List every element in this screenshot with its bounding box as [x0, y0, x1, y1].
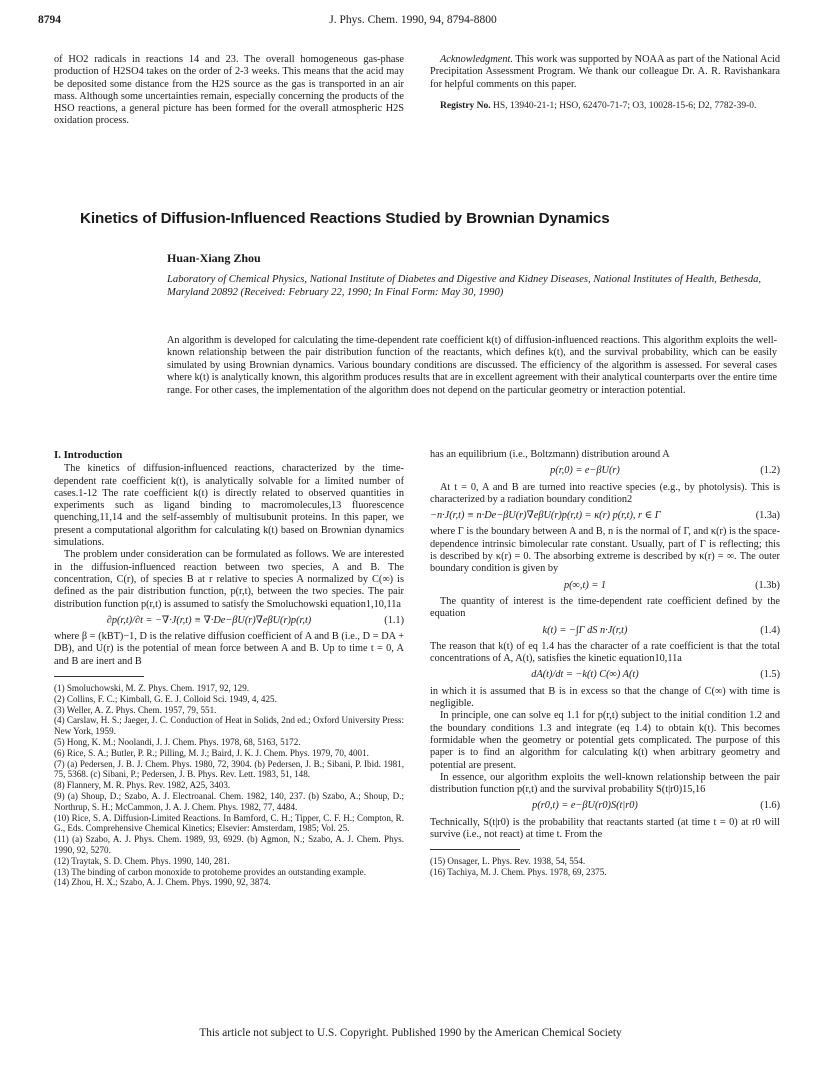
equation-body: p(r,0) = e−βU(r) — [550, 465, 620, 477]
equation-1-2 — [430, 465, 780, 477]
reference-item: (11) (a) Szabo, A. J. Phys. Chem. 1989, 93, 6929. (b) Agmon, N.; Szabo, A. J. Chem. Phys. 1990, 92, 5270. — [54, 834, 404, 855]
left-column — [54, 449, 404, 888]
section-heading-introduction: I. Introduction — [54, 449, 123, 461]
equation-number: (1.3b) — [755, 579, 780, 591]
reference-item: (9) (a) Shoup, D.; Szabo, A. J. Electroanal. Chem. 1982, 140, 237. (b) Szabo, A.; Shoup, D.; Northrup, S. H.; McCammon, J. A. J. Chem. Phys. 1982, 77, 4484. — [54, 791, 404, 812]
reference-item: (3) Weller, A. Z. Phys. Chem. 1957, 79, 551. — [54, 704, 217, 715]
equation-number: (1.4) — [760, 624, 780, 636]
reference-item: (4) Carslaw, H. S.; Jaeger, J. C. Conduction of Heat in Solids, 2nd ed.; Oxford University Press: New York, 1959. — [54, 715, 404, 737]
paragraph: where β = (kBT)−1, D is the relative diffusion coefficient of A and B (i.e., D = DA + DB), and U(r) is the potential of mean force between A and B. Up to time t = 0, A and B are inert and B — [54, 631, 404, 667]
paragraph: has an equilibrium (i.e., Boltzmann) distribution around A — [430, 449, 670, 460]
reference-list — [54, 683, 404, 888]
article-title: Kinetics of Diffusion-Influenced Reactions Studied by Brownian Dynamics — [80, 210, 610, 227]
paragraph: At t = 0, A and B are turned into reactive species (e.g., by photolysis). This is characterized by a radiation boundary condition2 — [430, 481, 780, 505]
reference-item: (13) The binding of carbon monoxide to protoheme provides an outstanding example. — [54, 866, 366, 877]
equation-1-4 — [430, 625, 780, 637]
reference-item: (10) Rice, S. A. Diffusion-Limited Reactions. In Bamford, C. H.; Tipper, C. F. H.; Compton, R. G., Eds. Comprehensive Chemical Kinetics; Elsevier: Amsterdam, 1985; Vol. 25. — [54, 812, 404, 834]
running-header — [38, 14, 788, 30]
equation-1-3a — [430, 510, 780, 522]
footnote-divider — [430, 849, 520, 850]
paragraph: The kinetics of diffusion-influenced reactions, characterized by the time-dependent rate coefficient k(t), is analytically solvable for a limited number of cases.1-12 The rate coefficient k(t) is directly related to observed quantities in experiments such as ligand binding to macromolecules,13 fluorescence quenching,11,14 and the self-assembly of multisubunit proteins. In this paper, we present a computational algorithm for calculating k(t) based on Brownian dynamics simulations. — [54, 463, 404, 549]
reference-item: (14) Zhou, H. X.; Szabo, A. J. Chem. Phys. 1990, 92, 3874. — [54, 877, 271, 888]
paragraph: The reason that k(t) of eq 1.4 has the character of a rate coefficient is that the total concentrations of A, A(t), satisfies the kinetic equation10,11a — [430, 640, 780, 665]
previous-article-paragraph: of HO2 radicals in reactions 14 and 23. The overall homogeneous gas-phase production of H2SO4 takes on the order of 2-3 weeks. This means that the acid may be deposited some distance from the H2S source as the gas is transported in an air mass. Although some uncertainties remain, especially concerning the products of the HSO reactions, a general picture has been formed for the overall atmospheric H2S oxidation process. — [54, 54, 404, 127]
previous-article-text — [54, 54, 404, 128]
reference-item: (2) Collins, F. C.; Kimball, G. E. J. Colloid Sci. 1949, 4, 425. — [54, 693, 277, 704]
right-column — [430, 449, 780, 878]
equation-body: ∂p(r,t)/∂t = −∇·J(r,t) ≡ ∇·De−βU(r)∇eβU(r)p(r,t) — [106, 614, 312, 626]
paragraph: Technically, S(t|r0) is the probability that reactants started (at time t = 0) at r0 will survive (i.e., not react) at time t. From the — [430, 816, 780, 841]
reference-item: (16) Tachiya, M. J. Chem. Phys. 1978, 69, 2375. — [430, 867, 607, 878]
registry-label: Registry No. — [440, 100, 491, 111]
journal-citation: J. Phys. Chem. 1990, 94, 8794-8800 — [329, 14, 497, 26]
equation-number: (1.3a) — [755, 510, 780, 522]
registry-numbers — [430, 101, 780, 113]
equation-1-3b — [430, 580, 780, 592]
equation-number: (1.5) — [760, 669, 780, 681]
paragraph: In essence, our algorithm exploits the well-known relationship between the pair distribution function p(r,t) and the survival probability S(t|r0)15,16 — [430, 771, 780, 796]
paragraph: in which it is assumed that B is in excess so that the change of C(∞) with time is negligible. — [430, 685, 780, 710]
reference-item: (8) Flannery, M. R. Phys. Rev. 1982, A25, 3403. — [54, 780, 231, 791]
acknowledgment-label: Acknowledgment. — [440, 54, 513, 65]
equation-number: (1.1) — [384, 614, 404, 626]
copyright-footer: This article not subject to U.S. Copyright. Published 1990 by the American Chemical Society — [199, 1027, 622, 1039]
equation-body: dA(t)/dt = −k(t) C(∞) A(t) — [531, 669, 639, 681]
paragraph: In principle, one can solve eq 1.1 for p(r,t) subject to the initial condition 1.2 and the boundary conditions 1.3 and integrate (eq 1.4) to obtain k(t). This becomes formidable when the geometry or potential gets complicated. The purpose of this paper is to find an algorithm for calculating k(t) when arbitrary geometry and potential are present. — [430, 710, 780, 771]
reference-item: (6) Rice, S. A.; Butler, P. R.; Pilling, M. J.; Baird, J. K. J. Chem. Phys. 1979, 70, 4001. — [54, 747, 369, 758]
reference-item: (15) Onsager, L. Phys. Rev. 1938, 54, 554. — [430, 856, 586, 867]
reference-item: (12) Traytak, S. D. Chem. Phys. 1990, 140, 281. — [54, 855, 230, 866]
article-author: Huan-Xiang Zhou — [167, 251, 261, 265]
equation-1-5 — [430, 669, 780, 681]
reference-list — [430, 856, 780, 878]
acknowledgment-paragraph — [430, 54, 780, 91]
equation-1-6 — [430, 800, 780, 812]
author-affiliation: Laboratory of Chemical Physics, National Institute of Diabetes and Digestive and Kidney Diseases, National Institutes of Health, Bethesda, Maryland 20892 (Received: February 22, 1990; In Final Form: May 30, 1990) — [167, 274, 762, 298]
equation-body: k(t) = −∫Γ dS n·J(r,t) — [542, 624, 628, 636]
reference-item: (1) Smoluchowski, M. Z. Phys. Chem. 1917, 92, 129. — [54, 683, 250, 694]
equation-body: p(∞,t) = 1 — [563, 579, 607, 591]
equation-body: p(r0,t) = e−βU(r0)S(t|r0) — [532, 800, 638, 812]
equation-number: (1.2) — [760, 465, 780, 477]
page-number: 8794 — [38, 14, 61, 26]
paragraph: where Γ is the boundary between A and B, n is the normal of Γ, and κ(r) is the space-dependence intrinsic bimolecular rate constant. Usually, part of Γ is reflecting; this is described by κ(r) = 0. The absorbing extreme is described by κ(r) = ∞. The outer boundary condition is given by — [430, 526, 780, 575]
equation-body: −n·J(r,t) ≡ n·De−βU(r)∇eβU(r)p(r,t) = κ(r) p(r,t), r ∈ Γ — [430, 510, 661, 522]
paragraph: The problem under consideration can be formulated as follows. We are interested in the diffusion-influenced reaction between two species, A and B. The concentration, C(r), of species B at r relative to species A normalized by C(∞) is defined as the pair distribution function, p(r,t), between the two species. The pair distribution function p(r,t) is assumed to satisfy the Smoluchowski equation1,10,11a — [54, 549, 404, 610]
acknowledgment-block — [430, 54, 780, 112]
reference-item: (5) Hong, K. M.; Noolandi, J. J. Chem. Phys. 1978, 68, 5163, 5172. — [54, 737, 301, 748]
reference-item: (7) (a) Pedersen, J. B. J. Chem. Phys. 1980, 72, 3904. (b) Pedersen, J. B.; Sibani, P. Ibid. 1981, 75, 5368. (c) Sibani, P.; Pedersen, J. B. Phys. Rev. Lett. 1983, 51, 148. — [54, 758, 404, 780]
equation-1-1 — [54, 615, 404, 627]
paragraph: The quantity of interest is the time-dependent rate coefficient defined by the equation — [430, 595, 780, 620]
footnote-divider — [54, 676, 144, 677]
acknowledgment-text: This work was supported by NOAA as part of the National Acid Precipitation Assessment Program. We thank our colleague Dr. A. R. Ravishankara for helpful comments on this paper. — [430, 54, 780, 90]
article-abstract: An algorithm is developed for calculating the time-dependent rate coefficient k(t) of diffusion-influenced reactions. This algorithm exploits the well-known relationship between the pair distribution function of the reactants, which defines k(t), and the survival probability, which can be easily simulated by using Brownian dynamics. Various boundary conditions are discussed. The efficiency of the algorithm is assessed. For several cases where k(t) is analytically known, this algorithm produces results that are in excellent agreement with their analytical counterparts over the entire time range. For other cases, the implementation of the algorithm does not depend on the particular geometry or interaction potential. — [167, 335, 777, 396]
registry-text: HS, 13940-21-1; HSO, 62470-71-7; O3, 10028-15-6; D2, 7782-39-0. — [493, 100, 757, 111]
equation-number: (1.6) — [760, 800, 780, 812]
